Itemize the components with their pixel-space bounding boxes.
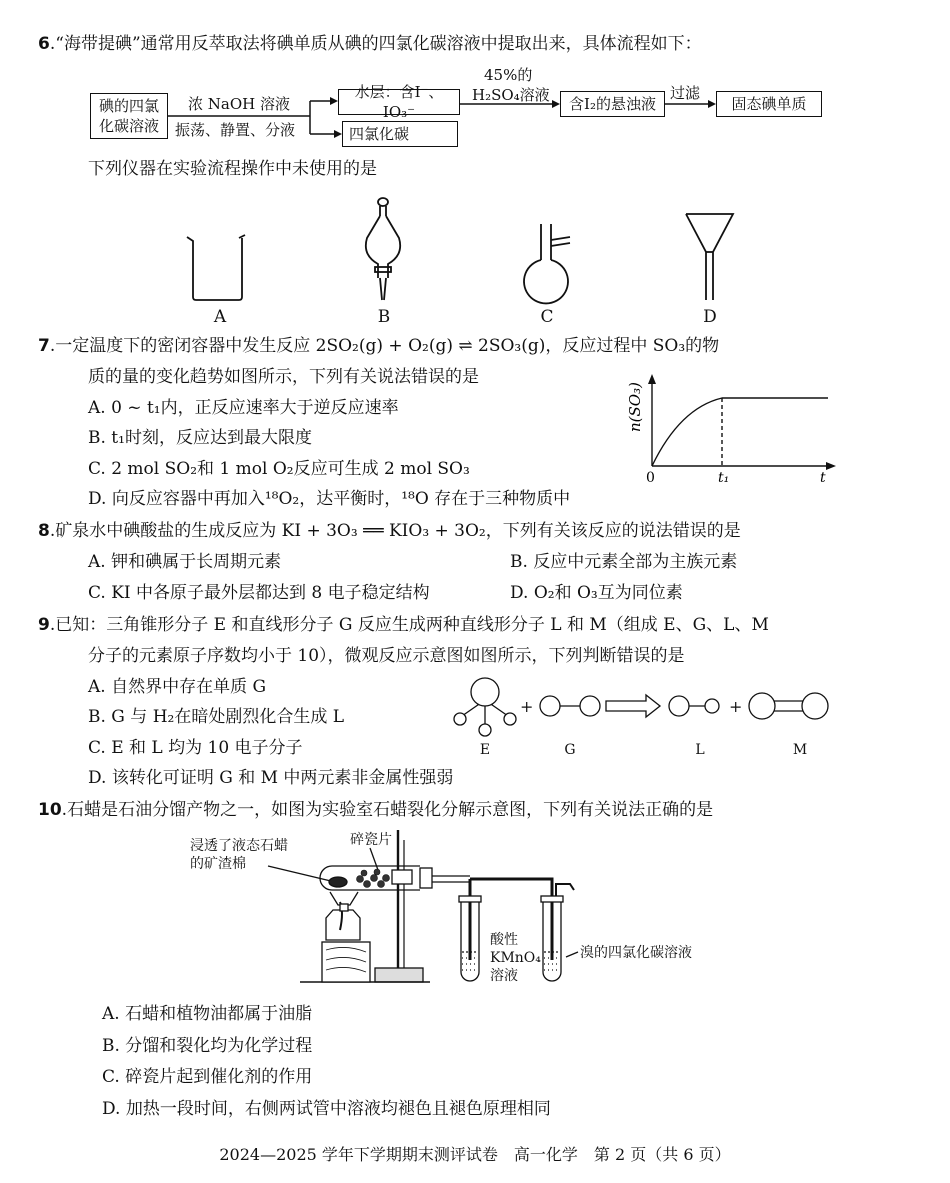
q7-graph-xlabel: t	[820, 470, 826, 486]
flow-arrow2-top: 45%的	[484, 66, 533, 84]
q8-option-c: C. KI 中各原子最外层都达到 8 电子稳定结构	[88, 583, 430, 603]
flow-solid-iodine-box: 固态碘单质	[716, 91, 822, 117]
instrument-label-d: D	[703, 307, 717, 327]
q10-stem-text: .石蜡是石油分馏产物之一，如图为实验室石蜡裂化分解示意图，下列有关说法正确的是	[61, 800, 714, 820]
flow-arrow2-bottom: H₂SO₄溶液	[472, 86, 550, 104]
porcelain-chips-icon	[357, 869, 390, 888]
q9-plus-2: +	[729, 697, 743, 716]
alcohol-lamp-icon	[326, 892, 360, 940]
q10-option-b: B. 分馏和裂化均为化学过程	[102, 1036, 313, 1056]
q9-number: 9	[38, 615, 50, 635]
instrument-label-b: B	[377, 307, 391, 327]
q7-option-b: B. t₁时刻，反应达到最大限度	[88, 428, 312, 448]
q9-option-c: C. E 和 L 均为 10 电子分子	[88, 738, 303, 758]
flow-arrow1-top: 浓 NaOH 溶液	[188, 95, 290, 113]
q8-number: 8	[38, 521, 50, 541]
flow-arrow3-top: 过滤	[670, 84, 701, 102]
flow-arrow1-bottom: 振荡、静置、分液	[175, 121, 296, 139]
q9-stem-line1: .已知：三角锥形分子 E 和直线形分子 G 反应生成两种直线形分子 L 和 M（组成 E、G、L、M	[49, 615, 769, 635]
q9-option-a: A. 自然界中存在单质 G	[88, 677, 267, 697]
flow-water-layer-box: 水层：含I⁻、IO₃⁻	[338, 89, 460, 115]
q7-option-a: A. 0 ~ t₁内，正反应速率大于逆反应速率	[88, 398, 399, 418]
flow-start-line1: 碘的四氯	[98, 97, 159, 115]
instrument-label-c: C	[540, 307, 554, 327]
label-mineral-wool-line1: 浸透了液态石蜡	[190, 838, 288, 854]
label-bromine: 溴的四氯化碳溶液	[580, 945, 692, 961]
molecule-label-m: M	[792, 742, 808, 758]
label-kmno4-line3: 溶液	[490, 968, 518, 984]
molecule-label-e: E	[479, 742, 491, 758]
flow-start-line2: 化碳溶液	[98, 117, 159, 135]
q7-stem-line2: 质的量的变化趋势如图所示，下列有关说法错误的是	[88, 367, 479, 387]
mineral-wool-icon	[329, 877, 347, 887]
label-kmno4-line2: KMnO₄	[490, 950, 541, 966]
q8-stem-text: .矿泉水中碘酸盐的生成反应为 KI + 3O₃ ══ KIO₃ + 3O₂，下列有关该反应的说法错误的是	[49, 521, 741, 541]
q7-stem-line1: .一定温度下的密闭容器中发生反应 2SO₂(g) + O₂(g) ⇌ 2SO₃(g)，反应过程中 SO₃的物	[49, 336, 720, 356]
q9-stem-line2: 分子的元素原子序数均小于 10），微观反应示意图如图所示，下列判断错误的是	[88, 646, 685, 666]
q6-number: 6	[38, 34, 50, 54]
page-footer: 2024—2025 学年下学期期末测评试卷 高一化学 第 2 页（共 6 页）	[219, 1145, 731, 1164]
q8-option-b: B. 反应中元素全部为主族元素	[510, 552, 738, 572]
q7-graph-ylabel: n(SO₃)	[626, 382, 644, 432]
q10-option-a: A. 石蜡和植物油都属于油脂	[102, 1004, 313, 1024]
q7-option-d: D. 向反应容器中再加入¹⁸O₂，达平衡时，¹⁸O 存在于三种物质中	[88, 489, 571, 509]
q7-option-c: C. 2 mol SO₂和 1 mol O₂反应可生成 2 mol SO₃	[88, 459, 470, 479]
q6-stem-text: .“海带提碘”通常用反萃取法将碘单质从碘的四氯化碳溶液中提取出来，具体流程如下：	[49, 34, 702, 54]
flow-suspension-box: 含I₂的悬浊液	[560, 91, 665, 117]
q7-graph-origin: 0	[646, 470, 655, 486]
q9-option-b: B. G 与 H₂在暗处剧烈化合生成 L	[88, 707, 345, 727]
molecule-label-l: L	[695, 742, 705, 758]
q10-option-c: C. 碎瓷片起到催化剂的作用	[102, 1067, 313, 1087]
q9-option-d: D. 该转化可证明 G 和 M 中两元素非金属性强弱	[88, 768, 454, 788]
q8-option-d: D. O₂和 O₃互为同位素	[510, 583, 683, 603]
q7-graph-t1: t₁	[718, 470, 730, 486]
instrument-label-a: A	[213, 307, 227, 327]
q10-number: 10	[38, 800, 62, 820]
wooden-block-icon	[322, 942, 370, 982]
q10-option-d: D. 加热一段时间，右侧两试管中溶液均褪色且褪色原理相同	[102, 1099, 551, 1119]
label-kmno4-line1: 酸性	[490, 932, 518, 948]
q7-number: 7	[38, 336, 50, 356]
molecule-label-g: G	[564, 742, 576, 758]
label-porcelain: 碎瓷片	[350, 832, 392, 848]
q6-question: 下列仪器在实验流程操作中未使用的是	[88, 159, 377, 179]
flow-ccl4-box: 四氯化碳	[342, 121, 458, 147]
label-mineral-wool-line2: 的矿渣棉	[190, 856, 246, 872]
q8-option-a: A. 钾和碘属于长周期元素	[88, 552, 282, 572]
q9-plus-1: +	[520, 697, 534, 716]
